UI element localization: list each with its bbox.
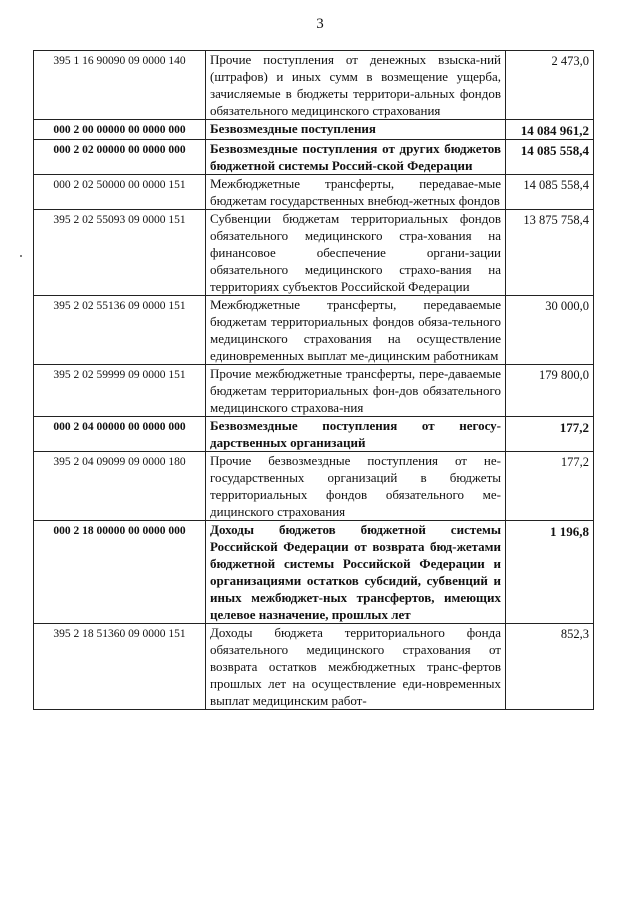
table-row bbox=[34, 296, 594, 365]
row-description: Прочие поступления от денежных взыска-ний (штрафов) и иных сумм в возмещение ущерба, зачисляемые в бюджеты территори-альных фондов обязательного медицинского страхования bbox=[206, 51, 506, 120]
budget-code: 395 2 02 55136 09 0000 151 bbox=[34, 296, 206, 365]
row-amount: 1 196,8 bbox=[506, 521, 594, 624]
table-row bbox=[34, 452, 594, 521]
budget-code: 000 2 02 00000 00 0000 000 bbox=[34, 140, 206, 175]
row-description: Безвозмездные поступления bbox=[206, 120, 506, 140]
revenue-table bbox=[33, 50, 594, 710]
budget-code: 000 2 04 00000 00 0000 000 bbox=[34, 417, 206, 452]
row-description: Доходы бюджетов бюджетной системы Российской Федерации от возврата бюд-жетами бюджетной системы Российской Федерации и организациями остатков субсидий, субвенций и иных межбюджет-ных трансфертов, имеющих целевое назначение, прошлых лет bbox=[206, 521, 506, 624]
table-row bbox=[34, 365, 594, 417]
row-amount: 2 473,0 bbox=[506, 51, 594, 120]
row-description: Субвенции бюджетам территориальных фондов обязательного медицинского стра-хования на финансовое обеспечение органи-зации обязательного медицинского страхо-вания на территориях субъектов Российской Федерации bbox=[206, 210, 506, 296]
row-amount: 177,2 bbox=[506, 452, 594, 521]
table-row bbox=[34, 521, 594, 624]
budget-code: 395 2 02 55093 09 0000 151 bbox=[34, 210, 206, 296]
budget-code: 000 2 00 00000 00 0000 000 bbox=[34, 120, 206, 140]
table-row bbox=[34, 51, 594, 120]
budget-code: 395 2 18 51360 09 0000 151 bbox=[34, 624, 206, 710]
table-row bbox=[34, 210, 594, 296]
budget-code: 395 1 16 90090 09 0000 140 bbox=[34, 51, 206, 120]
table-row bbox=[34, 417, 594, 452]
row-description: Доходы бюджета территориального фонда обязательного медицинского страхования от возврата остатков межбюджетных транс-фертов прошлых лет на осуществление еди-новременных выплат медицинским работ- bbox=[206, 624, 506, 710]
row-amount: 179 800,0 bbox=[506, 365, 594, 417]
table-body bbox=[34, 51, 594, 710]
row-description: Безвозмездные поступления от других бюджетов бюджетной системы Россий-ской Федерации bbox=[206, 140, 506, 175]
budget-code: 000 2 18 00000 00 0000 000 bbox=[34, 521, 206, 624]
row-description: Прочие безвозмездные поступления от не-государственных организаций в бюджеты территориальных фондов обязательного ме-дицинского страхования bbox=[206, 452, 506, 521]
row-amount: 13 875 758,4 bbox=[506, 210, 594, 296]
budget-code: 000 2 02 50000 00 0000 151 bbox=[34, 175, 206, 210]
row-description: Прочие межбюджетные трансферты, пере-даваемые бюджетам территориальных фон-дов обязательного медицинского страхова-ния bbox=[206, 365, 506, 417]
row-amount: 30 000,0 bbox=[506, 296, 594, 365]
page-number: 3 bbox=[316, 16, 324, 32]
row-description: Межбюджетные трансферты, передавае-мые бюджетам государственных внебюд-жетных фондов bbox=[206, 175, 506, 210]
budget-code: 395 2 02 59999 09 0000 151 bbox=[34, 365, 206, 417]
table-row bbox=[34, 175, 594, 210]
row-amount: 14 084 961,2 bbox=[506, 120, 594, 140]
row-amount: 14 085 558,4 bbox=[506, 175, 594, 210]
table-row bbox=[34, 140, 594, 175]
table-row bbox=[34, 624, 594, 710]
scan-speck bbox=[20, 255, 22, 257]
row-description: Безвозмездные поступления от негосу-дарственных организаций bbox=[206, 417, 506, 452]
row-amount: 852,3 bbox=[506, 624, 594, 710]
budget-code: 395 2 04 09099 09 0000 180 bbox=[34, 452, 206, 521]
row-amount: 14 085 558,4 bbox=[506, 140, 594, 175]
row-description: Межбюджетные трансферты, передаваемые бюджетам территориальных фондов обяза-тельного медицинского страхования на осуществление единовременных выплат ме-дицинским работникам bbox=[206, 296, 506, 365]
row-amount: 177,2 bbox=[506, 417, 594, 452]
table-row bbox=[34, 120, 594, 140]
